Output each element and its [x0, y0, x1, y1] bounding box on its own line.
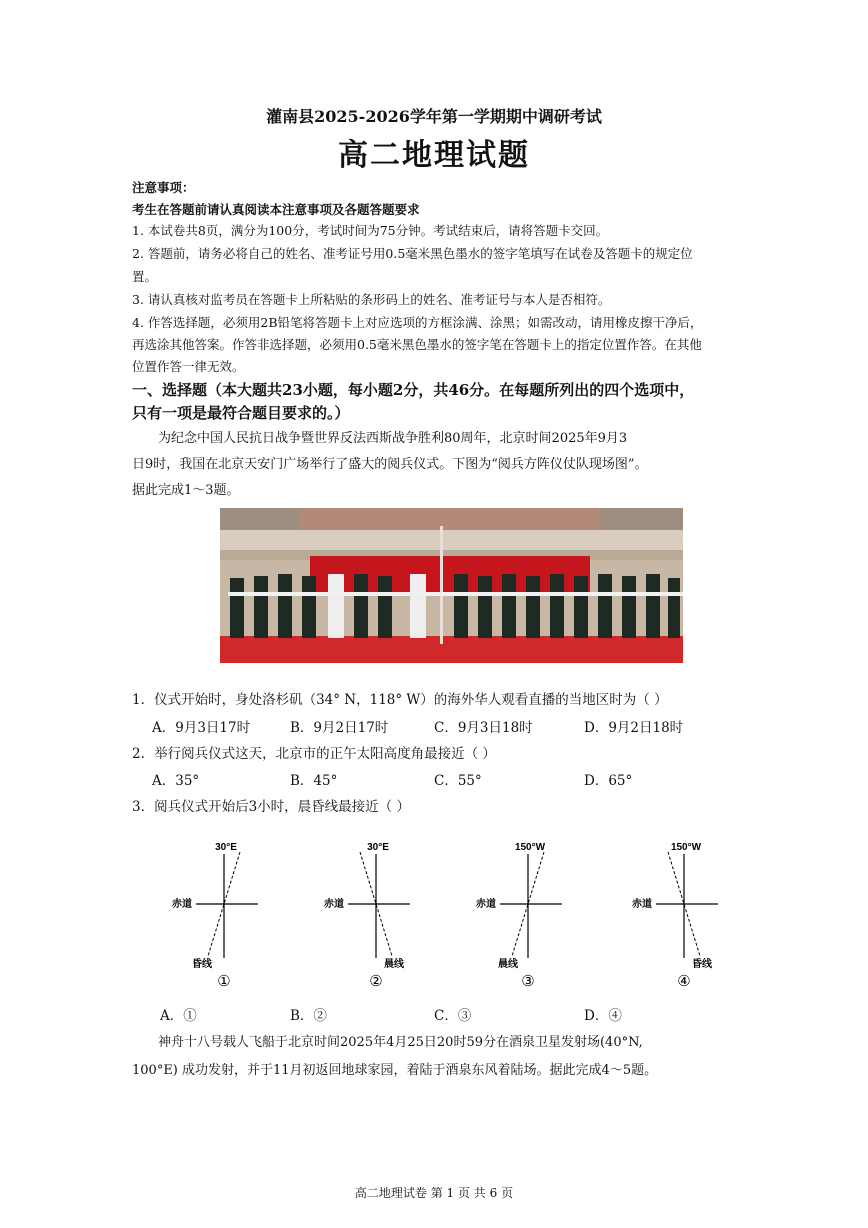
diagram-3 [468, 838, 588, 988]
option-d[interactable]: D．④ [584, 1008, 622, 1024]
equator-label: 赤道 [172, 899, 192, 910]
equator-label: 赤道 [476, 899, 496, 910]
notice-item: 置。 [132, 269, 158, 284]
page-footer: 高二地理试卷 第 1 页 共 6 页 [354, 1186, 514, 1200]
option-a[interactable]: A．9月3日17时 [152, 720, 251, 736]
section-heading: 一、选择题（本大题共23小题，每小题2分，共46分。在每题所列出的四个选项中， [132, 381, 695, 399]
equator-label: 赤道 [324, 899, 344, 910]
exam-title: 灌南县2025-2026学年第一学期期中调研考试 [266, 107, 602, 126]
diagram-2 [316, 838, 436, 988]
diagram-number: ② [369, 972, 383, 988]
terminator-label: 晨线 [498, 959, 518, 970]
section-heading: 只有一项是最符合题目要求的。） [132, 404, 350, 422]
option-d[interactable]: D．9月2日18时 [584, 720, 684, 736]
meridian-label: 30°E [215, 842, 237, 853]
option-a[interactable]: A．① [160, 1008, 197, 1024]
notice-item: 2. 答题前，请务必将自己的姓名、准考证号用0.5毫米黑色墨水的签字笔填写在试卷及答题卡的规定位 [132, 246, 693, 261]
option-b[interactable]: B．9月2日17时 [290, 720, 389, 736]
passage-line: 日9时，我国在北京天安门广场举行了盛大的阅兵仪式。下图为“阅兵方阵仪仗队现场图”。 [132, 457, 648, 472]
passage-line: 为纪念中国人民抗日战争暨世界反法西斯战争胜利80周年，北京时间2025年9月3 [158, 431, 628, 446]
diagram-number: ① [217, 972, 231, 988]
option-d[interactable]: D．65° [584, 773, 633, 789]
notice-item: 1. 本试卷共8页，满分为100分，考试时间为75分钟。考试结束后，请将答题卡交回。 [132, 223, 609, 238]
diagram-number: ④ [677, 972, 691, 988]
notice-intro: 考生在答题前请认真阅读本注意事项及各题答题要求 [132, 202, 420, 217]
meridian-label: 150°W [514, 842, 546, 853]
page-title: 高二地理试题 [338, 138, 530, 173]
meridian-label: 30°E [367, 842, 389, 853]
notice-heading: 注意事项： [132, 180, 195, 195]
notice-item: 再选涂其他答案。作答非选择题，必须用0.5毫米黑色墨水的签字笔在答题卡上的指定位置作答。在其他 [132, 337, 702, 352]
notice-item: 位置作答一律无效。 [132, 359, 245, 374]
terminator-label: 昏线 [692, 959, 712, 970]
terminator-label: 晨线 [384, 959, 404, 970]
option-c[interactable]: C．55° [434, 773, 482, 789]
diagram-4 [624, 838, 744, 988]
equator-label: 赤道 [632, 899, 652, 910]
option-b[interactable]: B．45° [290, 773, 338, 789]
passage-line: 神舟十八号载人飞船于北京时间2025年4月25日20时59分在酒泉卫星发射场(40°N, [158, 1035, 643, 1050]
option-b[interactable]: B．② [290, 1008, 327, 1024]
parade-photo [220, 508, 683, 663]
diagram-number: ③ [521, 972, 535, 988]
question-stem: 2．举行阅兵仪式这天，北京市的正午太阳高度角最接近（ ） [132, 746, 496, 762]
question-stem: 1．仪式开始时，身处洛杉矶（34° N，118° W）的海外华人观看直播的当地区时为（ ） [132, 692, 668, 708]
passage-line: 100°E) 成功发射，并于11月初返回地球家园，着陆于酒泉东风着陆场。据此完成4～5题。 [132, 1063, 658, 1078]
notice-item: 4. 作答选择题，必须用2B铅笔将答题卡上对应选项的方框涂满、涂黑；如需改动，请用橡皮擦干净后， [132, 315, 703, 330]
option-c[interactable]: C．③ [434, 1008, 472, 1024]
terminator-label: 昏线 [192, 959, 212, 970]
question-stem: 3．阅兵仪式开始后3小时，晨昏线最接近（ ） [132, 799, 410, 815]
notice-item: 3. 请认真核对监考员在答题卡上所粘贴的条形码上的姓名、准考证号与本人是否相符。 [132, 292, 611, 307]
passage-line: 据此完成1～3题。 [132, 483, 240, 498]
diagram-1 [164, 838, 284, 988]
option-c[interactable]: C．9月3日18时 [434, 720, 533, 736]
meridian-label: 150°W [670, 842, 702, 853]
option-a[interactable]: A．35° [152, 773, 200, 789]
